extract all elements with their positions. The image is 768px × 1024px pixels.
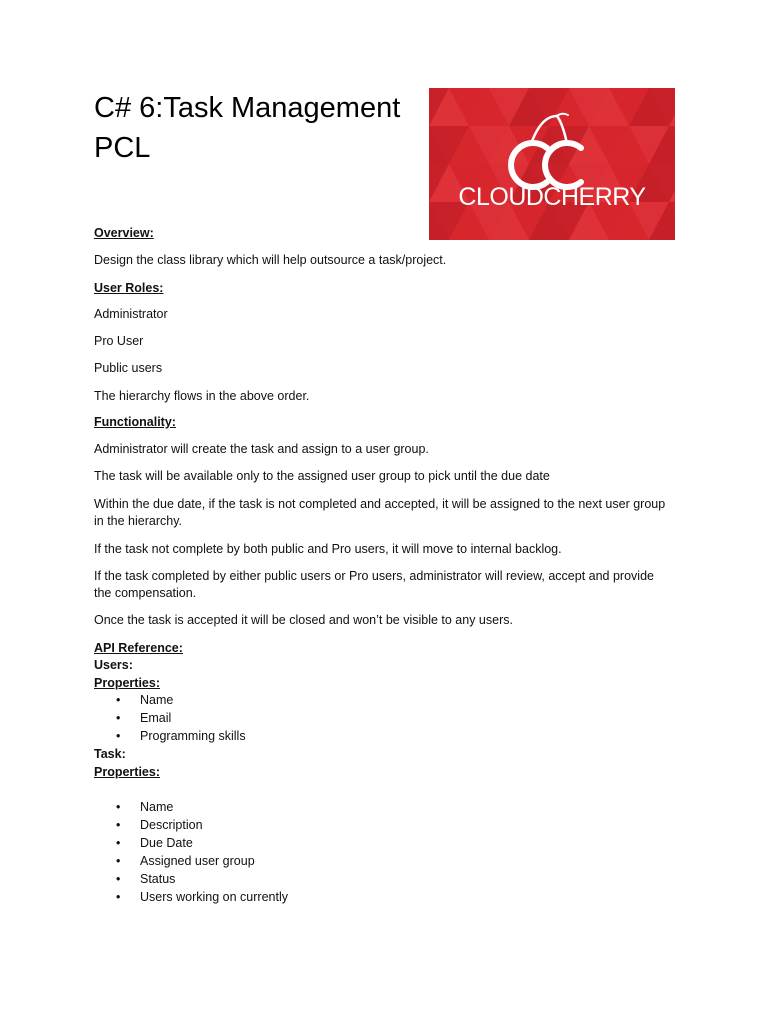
title-line-1: C# 6:Task Management [94,92,401,124]
role-item: Administrator [94,307,168,321]
user-roles-heading: User Roles: [94,281,164,295]
list-item: • Programming skills [116,729,246,743]
overview-heading: Overview: [94,226,154,240]
list-item: • Email [116,711,172,725]
users-label: Users: [94,658,133,672]
list-item: • Due Date [116,836,193,850]
functionality-paragraph: Within the due date, if the task is not completed and accepted, it will be assigned to the next user group in the hierarchy. [94,497,666,528]
list-item: • Users working on currently [116,890,288,904]
page-title [94,88,424,168]
task-properties-list [94,798,288,906]
users-properties-heading: Properties: [94,676,160,690]
role-item: Pro User [94,334,144,348]
functionality-paragraph: The task will be available only to the assigned user group to pick until the due date [94,469,550,483]
functionality-heading: Functionality: [94,415,176,429]
overview-text: Design the class library which will help outsource a task/project. [94,253,447,267]
list-item: • Assigned user group [116,854,255,868]
functionality-paragraph: If the task completed by either public users or Pro users, administrator will review, accept and provide the compensation. [94,569,654,600]
task-label: Task: [94,747,126,761]
functionality-paragraph: Administrator will create the task and assign to a user group. [94,442,429,456]
list-item: • Status [116,872,176,886]
functionality-paragraph: If the task not complete by both public and Pro users, it will move to internal backlog. [94,542,562,556]
title-line-2: PCL [94,132,151,164]
role-item: Public users [94,361,163,375]
users-properties-list [94,691,246,745]
functionality-paragraph: Once the task is accepted it will be closed and won’t be visible to any users. [94,613,513,627]
cloudcherry-logo [429,88,675,240]
logo-wordmark: CLOUDCHERRY [458,183,646,211]
hierarchy-note: The hierarchy flows in the above order. [94,389,310,403]
task-properties-heading: Properties: [94,765,160,779]
list-item: • Name [116,800,174,814]
api-reference-heading: API Reference: [94,641,183,655]
list-item: • Name [116,693,174,707]
list-item: • Description [116,818,203,832]
